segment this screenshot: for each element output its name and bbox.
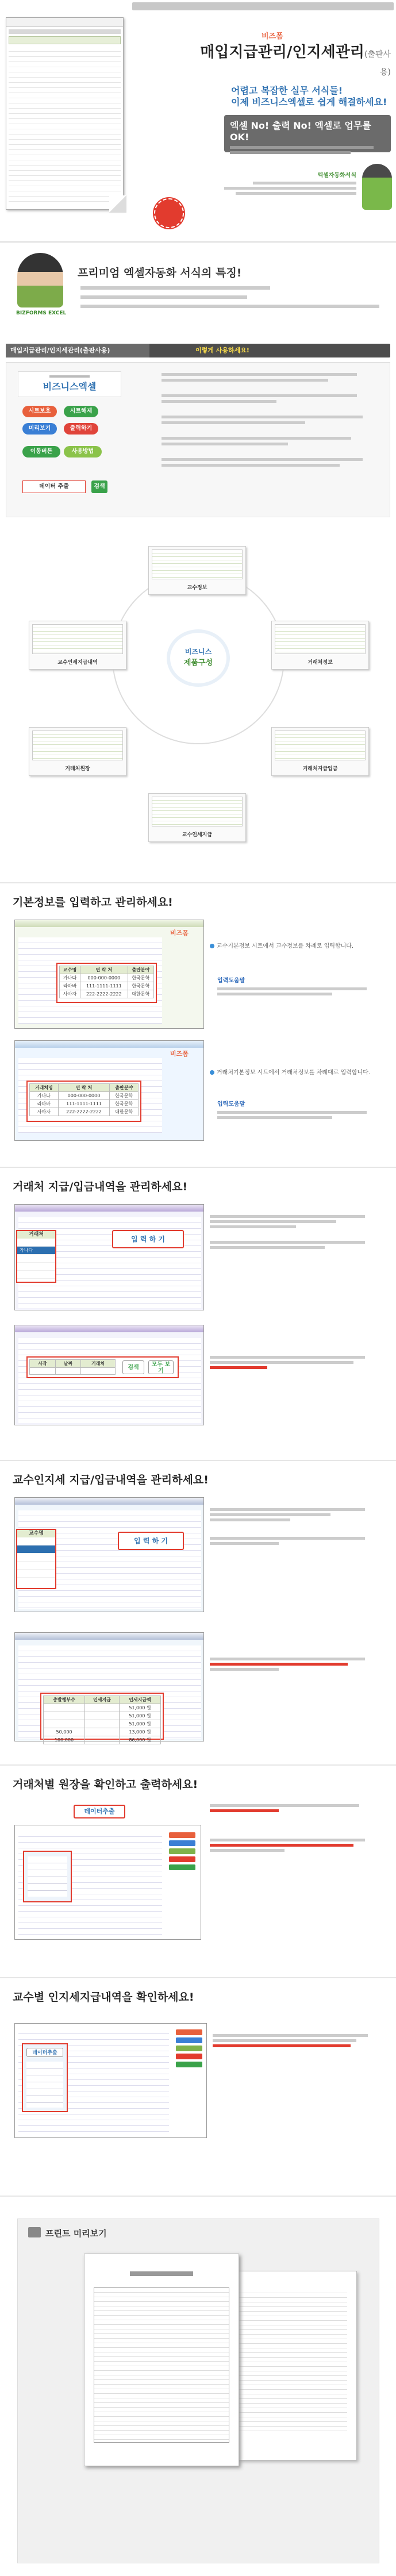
feature-item xyxy=(80,286,270,290)
table-header: 연 락 처 xyxy=(80,966,128,974)
print-front-grid xyxy=(94,2287,229,2443)
composition-node-thumb xyxy=(275,624,366,654)
section1-help1 xyxy=(217,977,384,995)
table-cell[interactable]: 86,000 원 xyxy=(119,1736,160,1744)
features-title: 프리미엄 엑셀자동화 서식의 특징! xyxy=(78,267,242,279)
section3-note-c xyxy=(210,1655,382,1671)
table-row xyxy=(44,1712,161,1720)
usage-step xyxy=(162,394,357,397)
print-page-front xyxy=(84,2254,239,2466)
professor-sheet-logo: 비즈폼 xyxy=(170,929,189,937)
nav-left-label: 매입지급관리/인지세관리(출판사용) xyxy=(6,344,149,357)
nav-right-label: 이렇게 사용하세요! xyxy=(195,347,249,354)
hero-desc2: 이제 비즈니스엑셀로 쉽게 해결하세요! xyxy=(231,97,387,107)
feature-item xyxy=(80,295,247,299)
usage-search-button[interactable]: 검색 xyxy=(91,480,107,493)
hero-sheet-row xyxy=(9,155,121,160)
royalty-professor-dropdown[interactable] xyxy=(16,1529,56,1589)
ledger-side-button[interactable] xyxy=(169,1840,195,1846)
feature-item xyxy=(80,305,379,308)
usage-step xyxy=(162,464,340,467)
hero-desc1: 어렵고 복잡한 실무 서식들! xyxy=(231,85,343,96)
section3-line xyxy=(0,1460,396,1461)
hero-sheet-row xyxy=(9,109,121,114)
table-cell[interactable]: 한국문학 xyxy=(128,982,153,990)
usage-panel xyxy=(6,362,390,517)
note-bar xyxy=(210,1658,365,1660)
print-preview-title: 프린트 미리보기 xyxy=(45,2228,107,2239)
trade-dropdown-header: 거래처 xyxy=(17,1231,55,1239)
usage-step xyxy=(162,437,351,440)
note-bar xyxy=(210,1513,330,1516)
vendor-table-zoom xyxy=(26,1081,141,1122)
hero-sheet-row xyxy=(9,93,121,98)
composition-node-thumb xyxy=(152,549,243,579)
hero-caption-bar3 xyxy=(236,192,356,195)
composition-node xyxy=(148,793,246,842)
usage-button[interactable]: 미리보기 xyxy=(22,423,57,435)
hero-sheet-row xyxy=(9,145,121,150)
table-header: 거래처 xyxy=(81,1360,116,1368)
table-row xyxy=(60,982,154,990)
composition-center xyxy=(167,629,230,687)
hero-sheet-row xyxy=(9,52,121,57)
table-cell[interactable]: 13,000 원 xyxy=(119,1728,160,1736)
hero-section xyxy=(0,0,396,241)
table-header: 연 락 처 xyxy=(58,1084,110,1092)
hero-caption-title: 엑셀자동화서식 xyxy=(317,172,356,179)
royalty-input-button[interactable]: 입 력 하 기 xyxy=(118,1532,184,1550)
print-preview-panel xyxy=(17,2219,379,2563)
note-bar xyxy=(210,1804,359,1807)
table-cell[interactable] xyxy=(44,1712,85,1720)
vendor-table xyxy=(29,1083,139,1116)
trade-show-all-button[interactable]: 모두 보기 xyxy=(148,1360,174,1374)
hero-sheet-row xyxy=(9,134,121,140)
hero-brand-small: 비즈폼 xyxy=(262,32,283,40)
usage-logo-box xyxy=(18,371,121,397)
note-bar xyxy=(210,1366,267,1369)
ledger-extract-button[interactable]: 데이터추출 xyxy=(74,1805,125,1818)
ledger-filter-zoom xyxy=(23,1851,72,1902)
hero-page-corner xyxy=(109,195,126,213)
trade-input-button[interactable]: 입 력 하 기 xyxy=(112,1230,184,1248)
table-cell[interactable]: 가나다 xyxy=(60,974,80,982)
hero-sheet-row xyxy=(9,124,121,129)
royalty-detail-side-button[interactable] xyxy=(176,2029,202,2035)
hero-person-illustration xyxy=(362,164,392,210)
section1-title: 기본정보를 입력하고 관리하세요! xyxy=(13,896,173,909)
features-list xyxy=(80,286,379,308)
royalty-detail-extract-button[interactable]: 데이터추출 xyxy=(26,2048,63,2057)
usage-step xyxy=(162,373,357,376)
help-title: 입력도움말 xyxy=(217,1101,245,1108)
hero-sheet-row xyxy=(9,176,121,181)
note-bar xyxy=(210,1361,353,1364)
usage-logo: 비즈니스엑셀 xyxy=(43,381,97,392)
section1-note1 xyxy=(210,943,382,951)
trade-search-zoom xyxy=(26,1356,179,1378)
note-bar xyxy=(210,1518,290,1521)
royalty-detail-filter-list[interactable] xyxy=(26,2062,63,2108)
section4-title: 거래처별 원장을 확인하고 출력하세요! xyxy=(13,1778,198,1791)
table-cell[interactable]: 가나다 xyxy=(30,1092,59,1100)
hero-sheet-row xyxy=(9,166,121,171)
usage-button[interactable]: 시트해제 xyxy=(64,406,98,417)
royalty-summary-zoom xyxy=(40,1693,164,1743)
hero-sheet-row xyxy=(9,140,121,145)
usage-step xyxy=(162,379,328,382)
dropdown-option[interactable] xyxy=(17,1545,55,1554)
usage-button[interactable]: 이동버튼 xyxy=(22,446,60,457)
dropdown-option[interactable] xyxy=(17,1537,55,1545)
ledger-side-button[interactable] xyxy=(169,1832,195,1838)
table-cell[interactable] xyxy=(44,1720,85,1728)
section5-title: 교수별 인지세지급내역을 확인하세요! xyxy=(13,1991,194,2004)
table-cell[interactable]: 라마바 xyxy=(30,1100,59,1108)
hero-sheet-row xyxy=(9,114,121,119)
help-title: 입력도움말 xyxy=(217,978,245,984)
dropdown-option[interactable] xyxy=(17,1562,55,1570)
note-bar xyxy=(210,1215,365,1218)
hero-sheet-row xyxy=(9,98,121,103)
search-cell[interactable] xyxy=(55,1368,81,1375)
hero-sheet-row xyxy=(9,72,121,78)
dropdown-option[interactable]: 가나다 xyxy=(17,1247,55,1255)
trade-search-button[interactable]: 검색 xyxy=(122,1360,144,1374)
note-bar xyxy=(210,1849,284,1852)
hero-sheet-row xyxy=(9,47,121,52)
table-row xyxy=(44,1720,161,1728)
table-cell[interactable] xyxy=(44,1704,85,1712)
section1-line xyxy=(0,882,396,883)
table-row xyxy=(30,1100,139,1108)
hero-top-banner xyxy=(132,2,394,10)
composition-node-thumb xyxy=(32,730,123,760)
hero-sheet-row xyxy=(9,119,121,124)
bullet-icon xyxy=(210,1070,214,1075)
usage-button[interactable]: 출력하기 xyxy=(64,423,98,435)
dropdown-option[interactable] xyxy=(17,1271,55,1279)
features-section xyxy=(0,241,396,336)
table-cell[interactable] xyxy=(85,1728,120,1736)
note-bar xyxy=(210,1668,279,1671)
professor-table xyxy=(59,966,154,998)
trade-vendor-dropdown[interactable] xyxy=(16,1230,56,1283)
hero-sheet-row xyxy=(9,103,121,109)
table-cell[interactable]: 111-1111-1111 xyxy=(80,982,128,990)
ledger-filter-list[interactable] xyxy=(28,1856,67,1897)
hero-sheet-row xyxy=(9,129,121,134)
note-bar xyxy=(213,2044,351,2047)
features-portrait xyxy=(17,253,63,307)
note-bar xyxy=(213,2039,356,2042)
help-bar xyxy=(217,993,332,995)
hero-sheet-row xyxy=(9,83,121,88)
usage-button[interactable]: 시트보호 xyxy=(22,406,57,417)
composition-node xyxy=(29,621,126,670)
composition-node xyxy=(148,546,246,595)
hero-sheet-row xyxy=(9,57,121,62)
trade-search-grid xyxy=(18,1338,201,1423)
table-cell[interactable]: 사아자 xyxy=(30,1108,59,1116)
usage-step xyxy=(162,416,363,418)
note-bar xyxy=(210,1542,279,1545)
table-header: 거래처명 xyxy=(30,1084,59,1092)
professor-sheet-tabs xyxy=(15,920,203,927)
composition-node-thumb xyxy=(275,730,366,760)
print-doc-title-bar xyxy=(130,2271,193,2276)
features-sign: BIZFORMS EXCEL xyxy=(16,310,67,316)
royalty-detail-side-button[interactable] xyxy=(176,2062,202,2067)
hero-sheet-row xyxy=(9,191,121,197)
table-row xyxy=(44,1728,161,1736)
hero-promo-box xyxy=(224,115,391,152)
note-bar xyxy=(210,1241,365,1244)
note-bar xyxy=(213,2034,368,2037)
hero-badge xyxy=(154,198,184,228)
note-bar xyxy=(210,1225,296,1228)
section5-note-a xyxy=(213,2032,385,2047)
hero-sheet-row xyxy=(9,186,121,191)
dropdown-option[interactable] xyxy=(17,1570,55,1578)
table-header: 시작 xyxy=(30,1360,56,1368)
section6-line xyxy=(0,2196,396,2197)
table-row xyxy=(30,1108,139,1116)
section4-note-a xyxy=(210,1802,382,1812)
hero-sheet-row xyxy=(9,78,121,83)
section3-title: 교수인지세 지급/입금내역을 관리하세요! xyxy=(13,1474,209,1486)
composition-node xyxy=(29,727,126,776)
hero-title xyxy=(190,40,391,79)
hero-promo-desc-bar2 xyxy=(230,151,351,154)
composition-node xyxy=(271,727,369,776)
note-bar xyxy=(210,1356,365,1359)
hero-title-text: 매입지급관리/인지세관리 xyxy=(200,44,364,61)
composition-node-label: 거래처정보 xyxy=(307,660,333,666)
hero-sheet-row xyxy=(9,88,121,93)
table-cell[interactable]: 대한문학 xyxy=(128,990,153,998)
royalty-summary-tabs xyxy=(15,1633,203,1640)
table-cell[interactable]: 50,000 xyxy=(44,1728,85,1736)
table-header: 교수명 xyxy=(60,966,80,974)
table-cell[interactable] xyxy=(85,1736,120,1744)
note-bar xyxy=(210,1537,365,1540)
composition-node-label: 교수인세지급 xyxy=(182,832,213,838)
hero-caption xyxy=(190,172,356,195)
table-cell[interactable]: 000-000-0000 xyxy=(58,1092,110,1100)
help-bar xyxy=(217,987,367,990)
section4-note-b xyxy=(210,1836,382,1852)
composition-node-label: 거래처원장 xyxy=(65,766,90,772)
table-row xyxy=(60,974,154,982)
composition-node xyxy=(271,621,369,670)
table-cell[interactable] xyxy=(85,1720,120,1728)
section1-note2 xyxy=(210,1069,382,1077)
trade-search-table xyxy=(29,1359,116,1375)
table-row xyxy=(60,990,154,998)
section2-line xyxy=(0,1167,396,1168)
royalty-summary-table xyxy=(43,1695,161,1744)
section4-line xyxy=(0,1764,396,1766)
hero-subtitle: (출판사용) xyxy=(364,50,391,77)
printer-icon xyxy=(28,2227,41,2237)
vendor-sheet-tabs xyxy=(15,1041,203,1048)
section5-line xyxy=(0,1977,396,1978)
hero-sheet-row xyxy=(9,181,121,186)
ledger-side-button[interactable] xyxy=(169,1856,195,1862)
section2-note-c xyxy=(210,1354,382,1369)
table-header: 인세지급 xyxy=(85,1696,120,1704)
composition-center-top: 비즈니스 xyxy=(184,648,212,656)
hero-sheet-row xyxy=(9,171,121,176)
table-row xyxy=(44,1704,161,1712)
usage-button[interactable]: 사용방법 xyxy=(64,446,102,457)
table-cell[interactable] xyxy=(85,1704,120,1712)
table-cell[interactable]: 한국문학 xyxy=(110,1092,139,1100)
table-header: 출판분야 xyxy=(128,966,153,974)
composition-center-bottom: 제품구성 xyxy=(183,659,213,667)
hero-caption-bar1 xyxy=(253,182,356,184)
composition-node-label: 거래처지급입금 xyxy=(302,766,338,772)
hero-promo-text: 엑셀 No! 출력 No! 엑셀로 업무를 OK! xyxy=(230,120,371,143)
composition-node-label: 교수인세지급내역 xyxy=(57,660,98,666)
table-header: 날짜 xyxy=(55,1360,81,1368)
dropdown-option[interactable] xyxy=(17,1255,55,1263)
usage-logo-small-bar xyxy=(49,375,90,378)
composition-node-thumb xyxy=(152,797,243,826)
usage-step xyxy=(162,458,363,461)
table-row xyxy=(44,1736,161,1744)
hero-sheet-row xyxy=(9,62,121,67)
section2-title: 거래처 지급/입금내역을 관리하세요! xyxy=(13,1181,188,1193)
ledger-side-button[interactable] xyxy=(169,1848,195,1854)
section2-note-b xyxy=(210,1239,382,1249)
professor-table-zoom xyxy=(56,963,157,1003)
table-cell[interactable]: 한국문학 xyxy=(110,1100,139,1108)
hero-spreadsheet-preview xyxy=(6,17,124,210)
search-cell[interactable] xyxy=(81,1368,116,1375)
table-cell[interactable]: 라마바 xyxy=(60,982,80,990)
table-cell[interactable]: 한국문학 xyxy=(128,974,153,982)
note-bar xyxy=(210,1246,325,1249)
section-nav-bar xyxy=(6,344,390,357)
usage-steps xyxy=(162,373,380,467)
table-cell[interactable]: 51,000 원 xyxy=(119,1720,160,1728)
table-cell[interactable]: 111-1111-1111 xyxy=(58,1100,110,1108)
note-bar xyxy=(210,1839,365,1841)
note-bar xyxy=(210,1663,348,1666)
help-bar xyxy=(217,1111,367,1114)
usage-search-box[interactable]: 데이터 추출 xyxy=(22,480,86,493)
royalty-detail-side-button[interactable] xyxy=(176,2046,202,2051)
hero-sheet-row xyxy=(9,67,121,72)
composition-node-thumb xyxy=(32,624,123,654)
table-header: 출판분야 xyxy=(110,1084,139,1092)
table-cell[interactable] xyxy=(85,1712,120,1720)
royalty-sheet-tabs xyxy=(15,1498,203,1505)
note-bar xyxy=(210,1508,365,1511)
table-cell[interactable]: 51,000 원 xyxy=(119,1704,160,1712)
section3-note-a xyxy=(210,1506,382,1521)
trade-search-tabs xyxy=(15,1325,203,1332)
table-cell[interactable]: 51,000 원 xyxy=(119,1712,160,1720)
note-bar xyxy=(210,1844,353,1847)
table-cell[interactable]: 100,000 xyxy=(44,1736,85,1744)
section3-note-b xyxy=(210,1535,382,1545)
features-divider xyxy=(0,241,396,243)
usage-step xyxy=(162,400,276,403)
usage-step xyxy=(162,443,288,445)
hero-caption-bar2 xyxy=(224,187,356,190)
hero-sheet-row xyxy=(9,160,121,166)
royalty-detail-side-button[interactable] xyxy=(176,2054,202,2059)
table-cell[interactable]: 사아자 xyxy=(60,990,80,998)
table-cell[interactable]: 000-000-0000 xyxy=(80,974,128,982)
royalty-dropdown-header: 교수명 xyxy=(17,1530,55,1537)
table-header: 인세지급액 xyxy=(119,1696,160,1704)
table-cell[interactable]: 222-2222-2222 xyxy=(80,990,128,998)
table-row xyxy=(30,1092,139,1100)
usage-step xyxy=(162,421,305,424)
note-bar xyxy=(210,1809,279,1812)
table-cell[interactable]: 222-2222-2222 xyxy=(58,1108,110,1116)
dropdown-option[interactable] xyxy=(17,1554,55,1562)
section1-note2-text: 거래처기본정보 시트에서 거래처정보를 차례대로 입력합니다. xyxy=(217,1070,371,1076)
table-header: 총발행부수 xyxy=(44,1696,85,1704)
royalty-detail-side-button[interactable] xyxy=(176,2037,202,2043)
composition-node-label: 교수정보 xyxy=(187,585,207,591)
vendor-sheet-logo: 비즈폼 xyxy=(170,1050,189,1058)
hero-sheet-row xyxy=(9,150,121,155)
dropdown-option[interactable] xyxy=(17,1239,55,1247)
bullet-icon xyxy=(210,944,214,948)
section2-note-a xyxy=(210,1213,382,1228)
section1-note1-text: 교수기본정보 시트에서 교수정보를 차례로 입력합니다. xyxy=(217,943,354,949)
help-bar xyxy=(217,1116,332,1119)
royalty-detail-filter-zoom xyxy=(22,2043,68,2112)
composition-diagram xyxy=(6,537,390,859)
table-cell[interactable]: 대한문학 xyxy=(110,1108,139,1116)
hero-sheet-row xyxy=(9,197,121,202)
search-cell[interactable] xyxy=(30,1368,56,1375)
trade-sheet-tabs xyxy=(15,1205,203,1212)
hero-promo-desc-bar xyxy=(230,146,374,149)
ledger-side-button[interactable] xyxy=(169,1864,195,1870)
note-bar xyxy=(210,1220,336,1223)
section1-help2 xyxy=(217,1101,384,1119)
dropdown-option[interactable] xyxy=(17,1263,55,1271)
